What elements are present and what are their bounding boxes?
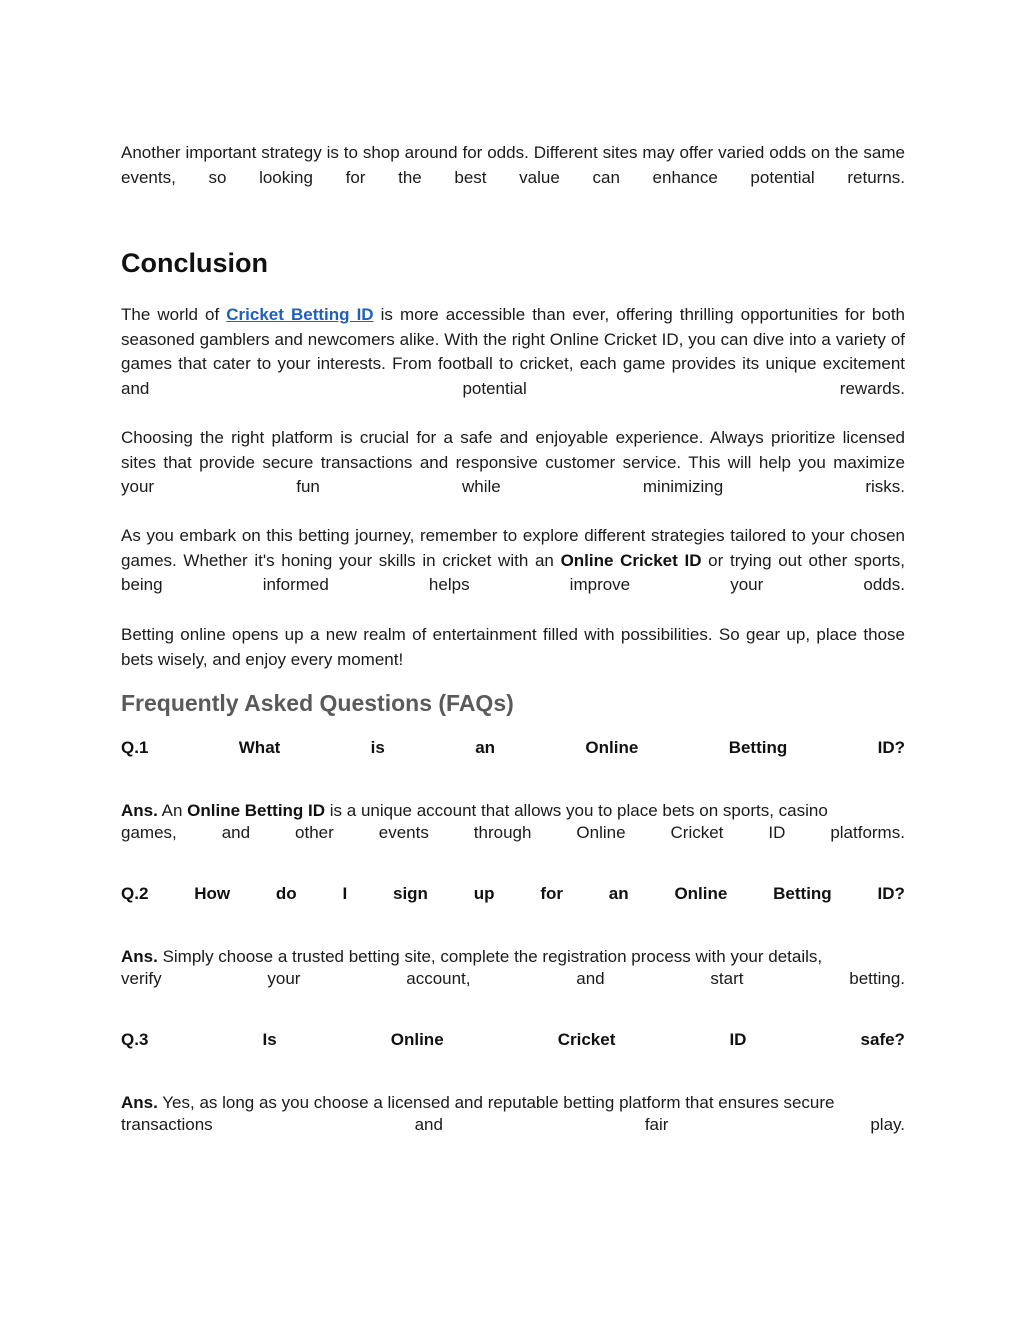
conclusion-paragraph-1-block — [121, 303, 905, 401]
faq-answer-1: Ans. An Online Betting ID is a unique account that allows you to place bets on sports, casino games, and other events through Online Cricket ID platforms. — [121, 801, 905, 842]
faq-answer-2: Ans. Simply choose a trusted betting site, complete the registration process with your details, verify your account, and start betting. — [121, 947, 905, 988]
faq-answer-3: Ans. Yes, as long as you choose a licensed and reputable betting platform that ensures secure transactions and fair play. — [121, 1093, 905, 1134]
conclusion-paragraph-4-block — [121, 623, 905, 672]
conclusion-paragraph-3-block — [121, 524, 905, 598]
faq-heading: Frequently Asked Questions (FAQs) — [121, 690, 514, 716]
conclusion-heading-block — [121, 248, 905, 279]
conclusion-paragraph-3: As you embark on this betting journey, remember to explore different strategies tailored to your chosen games. Whether it's honing your skills in cricket with an Online Cricket ID or trying out other sports, being informed helps improve your odds. — [121, 526, 906, 594]
faq-question-2: Q.2 How do I sign up for an Online Betting ID? — [121, 884, 905, 903]
faq-question-1: Q.1 What is an Online Betting ID? — [121, 738, 905, 757]
conclusion-paragraph-1: The world of Cricket Betting ID is more accessible than ever, offering thrilling opportunities for both seasoned gamblers and newcomers alike. With the right Online Cricket ID, you can dive into a variety of games that cater to your interests. From football to cricket, each game provides its unique excitement and potential rewards. — [121, 305, 906, 398]
intro-paragraph-block — [121, 141, 905, 190]
conclusion-paragraph-2-block — [121, 426, 905, 500]
faq-question-3: Q.3 Is Online Cricket ID safe? — [121, 1030, 905, 1049]
conclusion-paragraph-4: Betting online opens up a new realm of entertainment filled with possibilities. So gear up, place those bets wisely, and enjoy every moment! — [121, 625, 905, 669]
conclusion-paragraph-2: Choosing the right platform is crucial for a safe and enjoyable experience. Always prioritize licensed sites that provide secure transactions and responsive customer service. This will help you maximize your fun while minimizing risks. — [121, 428, 905, 496]
faq-heading-block — [121, 690, 905, 717]
conclusion-heading: Conclusion — [121, 248, 268, 278]
intro-paragraph: Another important strategy is to shop around for odds. Different sites may offer varied odds on the same events, so looking for the best value can enhance potential returns. — [121, 143, 905, 187]
online-cricket-id-bold: Online Cricket ID — [560, 550, 702, 570]
cricket-betting-id-link[interactable]: Cricket Betting ID — [226, 305, 374, 324]
